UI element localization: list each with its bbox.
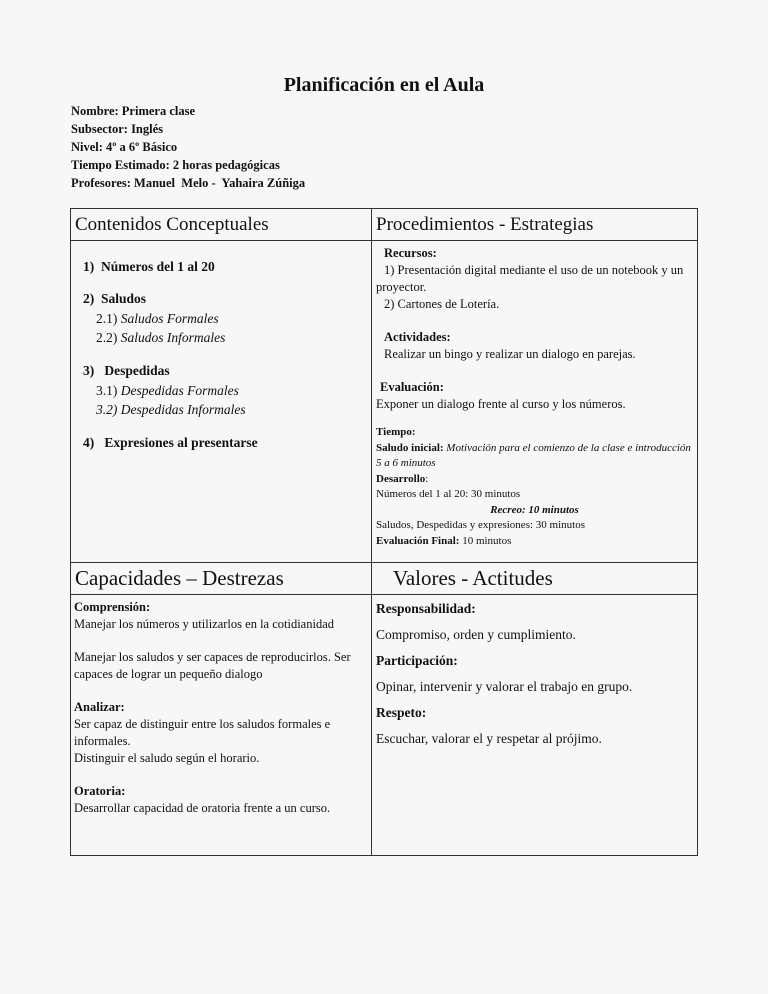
contenido-item-1: 1) Números del 1 al 20 <box>83 259 215 274</box>
comprension-label: Comprensión: <box>74 600 151 614</box>
header-valores: Valores - Actitudes <box>372 563 698 595</box>
contenido-item-2-2: 2.2) Saludos Informales <box>96 330 226 345</box>
recursos-1: 1) Presentación digital mediante el uso de un notebook y un proyector. <box>376 263 684 294</box>
contenidos-cell <box>71 241 372 563</box>
recreo-line: Recreo: 10 minutos <box>490 503 579 516</box>
saludos-line: Saludos, Despedidas y expresiones: 30 minutos <box>376 519 585 531</box>
header-contenidos: Contenidos Conceptuales <box>71 209 372 241</box>
contenido-item-3-2: 3.2) Despedidas Informales <box>96 402 246 417</box>
analizar-2: Distinguir el saludo según el horario. <box>74 751 260 765</box>
header-capacidades: Capacidades – Destrezas <box>71 563 372 595</box>
respeto-text: Escuchar, valorar el y respetar al prójimo. <box>376 731 602 746</box>
meta-nivel: Nivel: 4º a 6º Básico <box>71 140 178 154</box>
responsabilidad-label: Responsabilidad: <box>376 601 476 616</box>
eval-final: Evaluación Final: 10 minutos <box>376 534 512 547</box>
evaluacion-text: Exponer un dialogo frente al curso y los números. <box>376 397 626 411</box>
participacion-text: Opinar, intervenir y valorar el trabajo en grupo. <box>376 679 633 694</box>
analizar-1: Ser capaz de distinguir entre los saludos formales e informales. <box>74 717 331 748</box>
meta-subsector: Subsector: Inglés <box>71 122 164 136</box>
page-title: Planificación en el Aula <box>283 74 485 96</box>
recursos-2: 2) Cartones de Lotería. <box>384 297 500 311</box>
actividades-text: Realizar un bingo y realizar un dialogo en parejas. <box>384 347 636 361</box>
contenido-item-4: 4) Expresiones al presentarse <box>83 435 258 450</box>
header-procedimientos: Procedimientos - Estrategias <box>372 209 698 241</box>
meta-nombre: Nombre: Primera clase <box>71 104 196 118</box>
analizar-label: Analizar: <box>74 700 125 714</box>
numeros-line: Números del 1 al 20: 30 minutos <box>376 488 521 500</box>
desarrollo: Desarrollo: <box>376 472 429 485</box>
contenido-item-2: 2) Saludos <box>83 291 147 306</box>
meta-tiempo: Tiempo Estimado: 2 horas pedagógicas <box>71 158 280 172</box>
valores-cell <box>372 595 698 856</box>
oratoria-label: Oratoria: <box>74 784 126 798</box>
comprension-1: Manejar los números y utilizarlos en la cotidianidad <box>74 617 334 631</box>
comprension-2: Manejar los saludos y ser capaces de reproducirlos. Ser capaces de lograr un pequeño dialogo <box>74 650 351 681</box>
tiempo-label: Tiempo: <box>376 426 416 438</box>
saludo-inicial: Saludo inicial: Motivación para el comienzo de la clase e introducción 5 a 6 minutos <box>376 441 691 469</box>
capacidades-cell <box>71 595 372 856</box>
evaluacion-label: Evaluación: <box>380 380 444 394</box>
contenido-item-3-1: 3.1) Despedidas Formales <box>96 383 239 398</box>
oratoria-text: Desarrollar capacidad de oratoria frente a un curso. <box>74 801 331 815</box>
recursos-label: Recursos: <box>384 246 437 260</box>
respeto-label: Respeto: <box>376 705 427 720</box>
meta-profesores: Profesores: Manuel Melo - Yahaira Zúñiga <box>71 176 306 190</box>
procedimientos-cell <box>372 241 698 563</box>
planning-table <box>70 208 698 856</box>
participacion-label: Participación: <box>376 653 458 668</box>
header-info <box>71 102 305 192</box>
actividades-label: Actividades: <box>384 330 451 344</box>
responsabilidad-text: Compromiso, orden y cumplimiento. <box>376 627 576 642</box>
contenido-item-3: 3) Despedidas <box>83 363 170 378</box>
contenido-item-2-1: 2.1) Saludos Formales <box>96 311 219 326</box>
